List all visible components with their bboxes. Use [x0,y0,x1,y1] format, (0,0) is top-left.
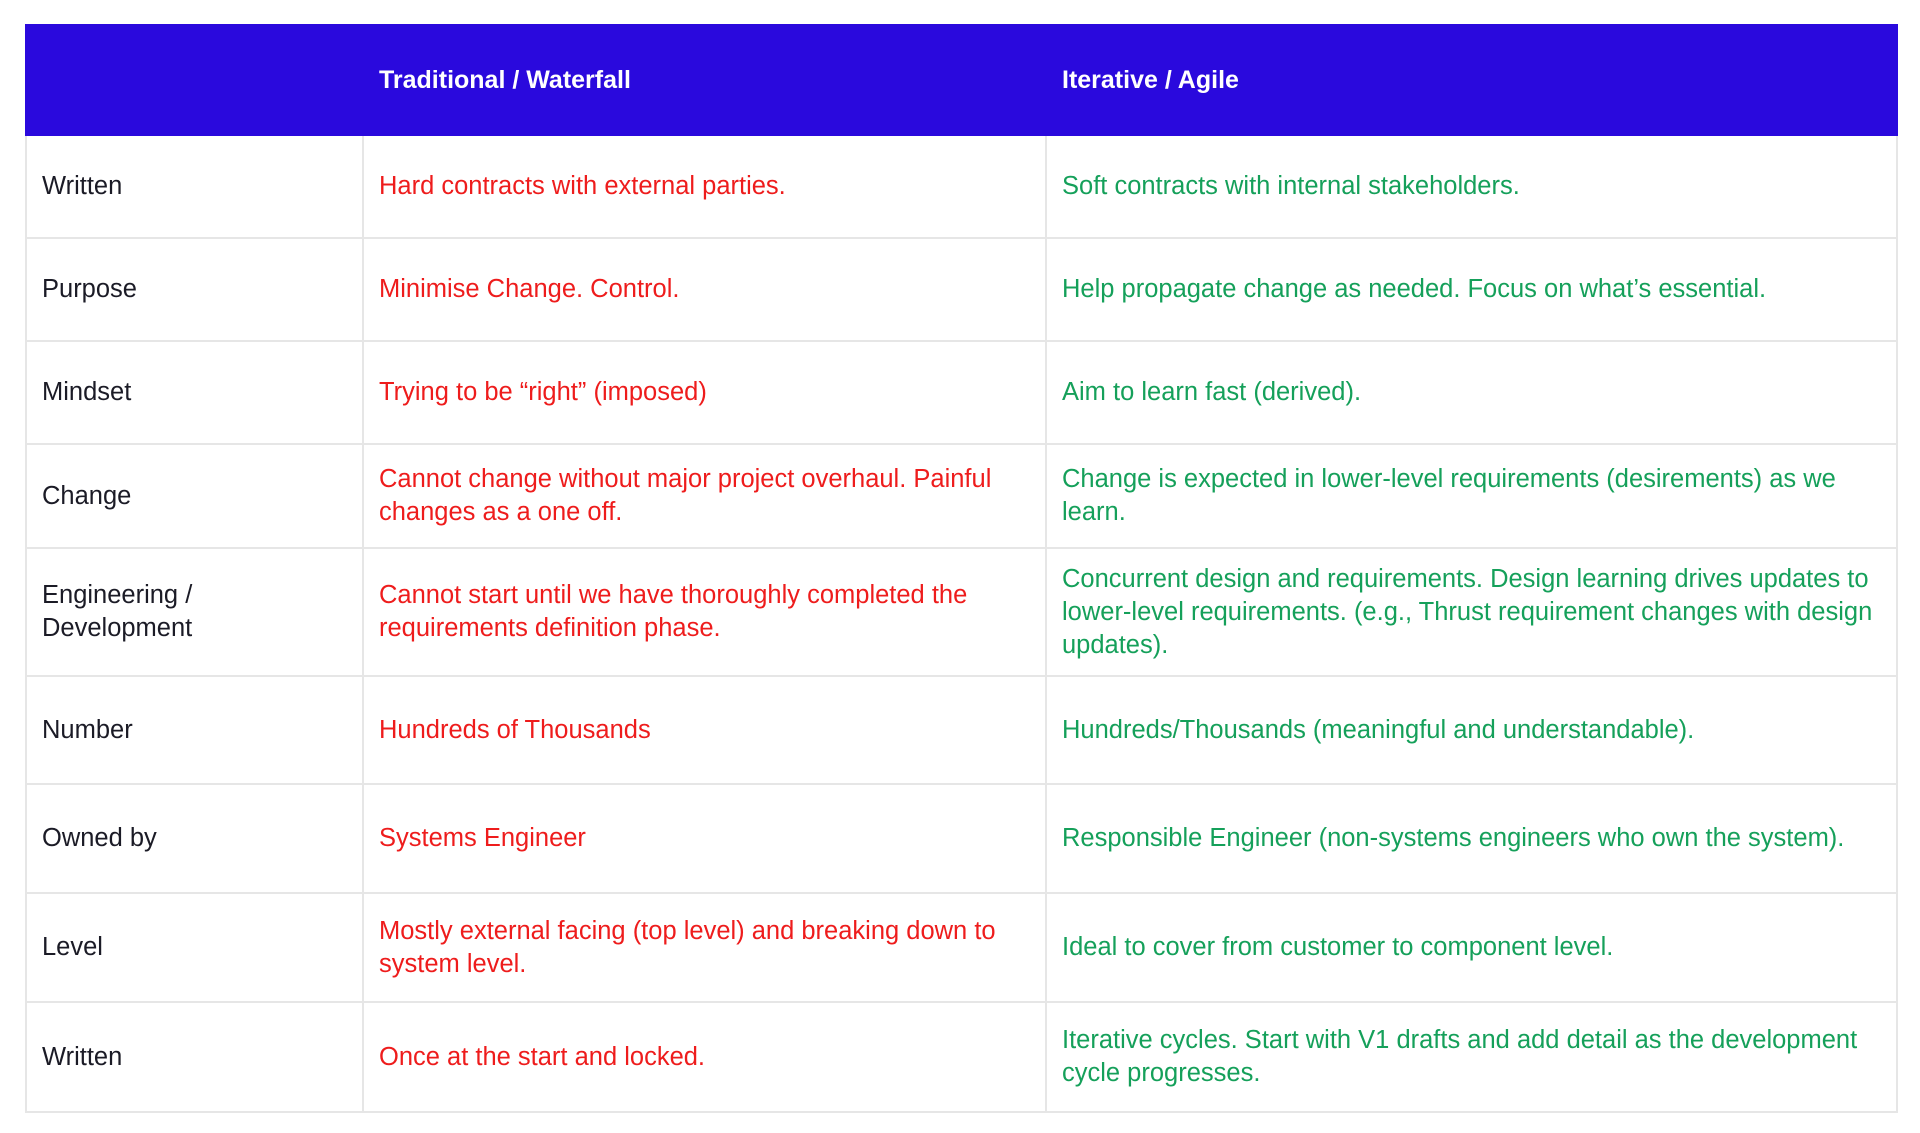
waterfall-cell: Hundreds of Thousands [363,676,1046,784]
table-row [26,341,1897,444]
agile-cell: Change is expected in lower-level requirements (desirements) as we learn. [1046,444,1897,548]
waterfall-cell: Systems Engineer [363,784,1046,893]
agile-cell: Aim to learn fast (derived). [1046,341,1897,444]
row-label-cell: Written [26,1002,363,1112]
table-row [26,238,1897,341]
agile-cell: Responsible Engineer (non-systems engineers who own the system). [1046,784,1897,893]
agile-cell: Concurrent design and requirements. Design learning drives updates to lower-level requirements. (e.g., Thrust requirement changes with design updates). [1046,548,1897,676]
agile-cell: Ideal to cover from customer to component level. [1046,893,1897,1002]
header-cell-agile: Iterative / Agile [1046,25,1897,135]
waterfall-cell: Once at the start and locked. [363,1002,1046,1112]
row-label-cell: Change [26,444,363,548]
row-label-cell: Owned by [26,784,363,893]
table-row [26,893,1897,1002]
header-row [26,25,1897,135]
agile-cell: Soft contracts with internal stakeholders. [1046,135,1897,238]
row-label-cell: Level [26,893,363,1002]
waterfall-cell: Hard contracts with external parties. [363,135,1046,238]
table-row [26,444,1897,548]
row-label-cell: Written [26,135,363,238]
row-label-cell: Purpose [26,238,363,341]
waterfall-cell: Mostly external facing (top level) and breaking down to system level. [363,893,1046,1002]
waterfall-cell: Trying to be “right” (imposed) [363,341,1046,444]
comparison-table [25,24,1898,1113]
header-cell-label [26,25,363,135]
table-header [26,25,1897,135]
table-row [26,1002,1897,1112]
table-row [26,676,1897,784]
table-row [26,548,1897,676]
agile-cell: Help propagate change as needed. Focus on what’s essential. [1046,238,1897,341]
agile-cell: Iterative cycles. Start with V1 drafts and add detail as the development cycle progresses. [1046,1002,1897,1112]
row-label-cell: Engineering / Development [26,548,363,676]
waterfall-cell: Cannot start until we have thoroughly completed the requirements definition phase. [363,548,1046,676]
agile-cell: Hundreds/Thousands (meaningful and understandable). [1046,676,1897,784]
row-label-cell: Mindset [26,341,363,444]
row-label-cell: Number [26,676,363,784]
table-body [26,135,1897,1112]
waterfall-cell: Minimise Change. Control. [363,238,1046,341]
table-row [26,135,1897,238]
header-cell-waterfall: Traditional / Waterfall [363,25,1046,135]
table-row [26,784,1897,893]
waterfall-cell: Cannot change without major project overhaul. Painful changes as a one off. [363,444,1046,548]
